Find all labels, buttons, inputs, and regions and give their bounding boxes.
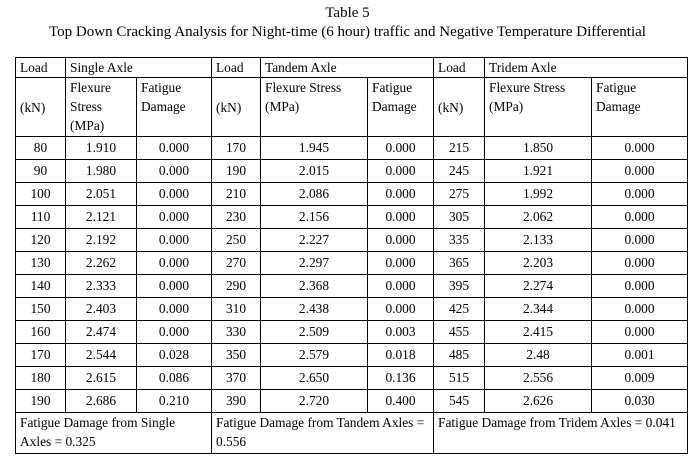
- header-tridem-axle: Tridem Axle: [485, 58, 688, 78]
- header-flexure-stress: Flexure Stress (MPa): [261, 78, 368, 137]
- cell-tandem-damage: 0.400: [368, 390, 434, 413]
- header-tandem-axle: Tandem Axle: [261, 58, 434, 78]
- cell-tridem-damage: 0.000: [592, 229, 688, 252]
- cell-single-load: 80: [16, 137, 66, 160]
- header-load: Load: [212, 58, 261, 78]
- cell-single-damage: 0.000: [137, 183, 212, 206]
- cell-single-damage: 0.210: [137, 390, 212, 413]
- cell-single-damage: 0.000: [137, 160, 212, 183]
- cell-tridem-stress: 1.921: [485, 160, 592, 183]
- header-kn: (kN): [16, 78, 66, 137]
- cell-single-stress: 1.980: [66, 160, 137, 183]
- cell-tridem-damage: 0.000: [592, 206, 688, 229]
- cell-single-stress: 2.121: [66, 206, 137, 229]
- cell-tridem-damage: 0.000: [592, 298, 688, 321]
- table-row: [16, 344, 688, 367]
- cell-single-damage: 0.000: [137, 206, 212, 229]
- cell-single-damage: 0.000: [137, 229, 212, 252]
- cell-single-damage: 0.000: [137, 137, 212, 160]
- cell-tandem-damage: 0.000: [368, 137, 434, 160]
- table-row: [16, 229, 688, 252]
- cell-single-stress: 2.615: [66, 367, 137, 390]
- cell-tridem-stress: 2.133: [485, 229, 592, 252]
- cell-tridem-damage: 0.000: [592, 252, 688, 275]
- cell-single-stress: 2.544: [66, 344, 137, 367]
- cell-tandem-damage: 0.000: [368, 206, 434, 229]
- cell-tandem-load: 290: [212, 275, 261, 298]
- cell-tandem-stress: 2.015: [261, 160, 368, 183]
- header-row-sub: [16, 78, 688, 137]
- table-caption: [0, 0, 695, 42]
- cell-tandem-stress: 2.297: [261, 252, 368, 275]
- cell-tandem-load: 350: [212, 344, 261, 367]
- cell-tridem-load: 365: [434, 252, 485, 275]
- table-row: [16, 367, 688, 390]
- cell-tridem-stress: 2.203: [485, 252, 592, 275]
- cell-tridem-stress: 2.274: [485, 275, 592, 298]
- cell-tandem-load: 390: [212, 390, 261, 413]
- cell-single-load: 160: [16, 321, 66, 344]
- cell-tandem-stress: 2.509: [261, 321, 368, 344]
- cell-tridem-stress: 2.626: [485, 390, 592, 413]
- cell-tridem-stress: 1.992: [485, 183, 592, 206]
- header-flexure-stress: Flexure Stress (MPa): [66, 78, 137, 137]
- cell-tridem-damage: 0.000: [592, 321, 688, 344]
- cell-single-load: 190: [16, 390, 66, 413]
- cell-single-load: 110: [16, 206, 66, 229]
- cell-tandem-stress: 2.156: [261, 206, 368, 229]
- table-row: [16, 275, 688, 298]
- cell-single-load: 130: [16, 252, 66, 275]
- cell-single-load: 180: [16, 367, 66, 390]
- cell-single-damage: 0.086: [137, 367, 212, 390]
- cell-tridem-stress: 2.556: [485, 367, 592, 390]
- cell-tridem-load: 335: [434, 229, 485, 252]
- cell-tandem-damage: 0.136: [368, 367, 434, 390]
- cell-tridem-stress: 2.48: [485, 344, 592, 367]
- cell-tridem-load: 545: [434, 390, 485, 413]
- cell-single-load: 120: [16, 229, 66, 252]
- cell-tridem-load: 395: [434, 275, 485, 298]
- header-fatigue-damage: Fatigue Damage: [137, 78, 212, 137]
- header-flexure-stress: Flexure Stress (MPa): [485, 78, 592, 137]
- header-load: Load: [434, 58, 485, 78]
- cell-tandem-damage: 0.018: [368, 344, 434, 367]
- cell-tridem-damage: 0.000: [592, 137, 688, 160]
- cell-tandem-stress: 2.720: [261, 390, 368, 413]
- table-row: [16, 183, 688, 206]
- cell-tandem-damage: 0.000: [368, 160, 434, 183]
- cell-tandem-damage: 0.000: [368, 229, 434, 252]
- cell-tridem-damage: 0.000: [592, 183, 688, 206]
- cell-single-stress: 2.333: [66, 275, 137, 298]
- table-title: Top Down Cracking Analysis for Night-time (6 hour) traffic and Negative Temperature Differential: [49, 24, 646, 40]
- cell-single-stress: 2.192: [66, 229, 137, 252]
- table-row: [16, 321, 688, 344]
- table-body: [16, 137, 688, 413]
- cell-tandem-load: 230: [212, 206, 261, 229]
- cell-tandem-load: 330: [212, 321, 261, 344]
- table-number: Table 5: [325, 5, 370, 21]
- cell-single-damage: 0.000: [137, 275, 212, 298]
- cell-tridem-damage: 0.001: [592, 344, 688, 367]
- table-row: [16, 252, 688, 275]
- cell-single-load: 140: [16, 275, 66, 298]
- cell-single-load: 170: [16, 344, 66, 367]
- cell-single-load: 150: [16, 298, 66, 321]
- cell-single-damage: 0.028: [137, 344, 212, 367]
- cell-tridem-load: 275: [434, 183, 485, 206]
- table-row: [16, 137, 688, 160]
- cell-tandem-load: 170: [212, 137, 261, 160]
- cell-single-stress: 2.403: [66, 298, 137, 321]
- cell-tandem-load: 190: [212, 160, 261, 183]
- cell-tridem-load: 215: [434, 137, 485, 160]
- table-row: [16, 160, 688, 183]
- cell-single-load: 100: [16, 183, 66, 206]
- cell-tandem-stress: 2.650: [261, 367, 368, 390]
- header-kn: (kN): [212, 78, 261, 137]
- cell-tandem-stress: 2.227: [261, 229, 368, 252]
- cell-tridem-load: 245: [434, 160, 485, 183]
- cell-tandem-damage: 0.000: [368, 183, 434, 206]
- cell-tandem-stress: 2.579: [261, 344, 368, 367]
- cell-tridem-damage: 0.000: [592, 160, 688, 183]
- cell-tridem-damage: 0.009: [592, 367, 688, 390]
- cell-single-stress: 2.262: [66, 252, 137, 275]
- cell-tridem-load: 515: [434, 367, 485, 390]
- footer-tridem-total: Fatigue Damage from Tridem Axles = 0.041: [434, 413, 688, 454]
- cell-single-stress: 2.474: [66, 321, 137, 344]
- cell-tandem-damage: 0.000: [368, 298, 434, 321]
- cell-tandem-load: 270: [212, 252, 261, 275]
- cell-single-stress: 2.686: [66, 390, 137, 413]
- cell-tandem-load: 210: [212, 183, 261, 206]
- header-load: Load: [16, 58, 66, 78]
- cell-single-damage: 0.000: [137, 298, 212, 321]
- footer-tandem-total: Fatigue Damage from Tandem Axles = 0.556: [212, 413, 434, 454]
- header-fatigue-damage: Fatigue Damage: [592, 78, 688, 137]
- cell-tandem-load: 370: [212, 367, 261, 390]
- cell-tridem-damage: 0.000: [592, 275, 688, 298]
- cell-tridem-stress: 2.062: [485, 206, 592, 229]
- header-single-axle: Single Axle: [66, 58, 212, 78]
- cell-single-stress: 2.051: [66, 183, 137, 206]
- fatigue-table: [15, 57, 688, 454]
- header-kn: (kN): [434, 78, 485, 137]
- cell-single-load: 90: [16, 160, 66, 183]
- cell-tandem-damage: 0.000: [368, 275, 434, 298]
- cell-tandem-stress: 1.945: [261, 137, 368, 160]
- table-row: [16, 206, 688, 229]
- cell-tandem-damage: 0.000: [368, 252, 434, 275]
- cell-tridem-damage: 0.030: [592, 390, 688, 413]
- cell-tandem-stress: 2.438: [261, 298, 368, 321]
- cell-tridem-load: 305: [434, 206, 485, 229]
- header-fatigue-damage: Fatigue Damage: [368, 78, 434, 137]
- cell-tridem-stress: 2.344: [485, 298, 592, 321]
- table-row: [16, 390, 688, 413]
- cell-tandem-load: 310: [212, 298, 261, 321]
- cell-tridem-stress: 1.850: [485, 137, 592, 160]
- cell-tridem-stress: 2.415: [485, 321, 592, 344]
- cell-tandem-load: 250: [212, 229, 261, 252]
- cell-single-damage: 0.000: [137, 321, 212, 344]
- footer-row: [16, 413, 688, 454]
- cell-single-damage: 0.000: [137, 252, 212, 275]
- cell-tridem-load: 455: [434, 321, 485, 344]
- cell-tridem-load: 425: [434, 298, 485, 321]
- footer-single-total: Fatigue Damage from Single Axles = 0.325: [16, 413, 212, 454]
- cell-tandem-stress: 2.086: [261, 183, 368, 206]
- header-row-group: [16, 58, 688, 78]
- cell-tandem-stress: 2.368: [261, 275, 368, 298]
- cell-tandem-damage: 0.003: [368, 321, 434, 344]
- cell-tridem-load: 485: [434, 344, 485, 367]
- cell-single-stress: 1.910: [66, 137, 137, 160]
- table-row: [16, 298, 688, 321]
